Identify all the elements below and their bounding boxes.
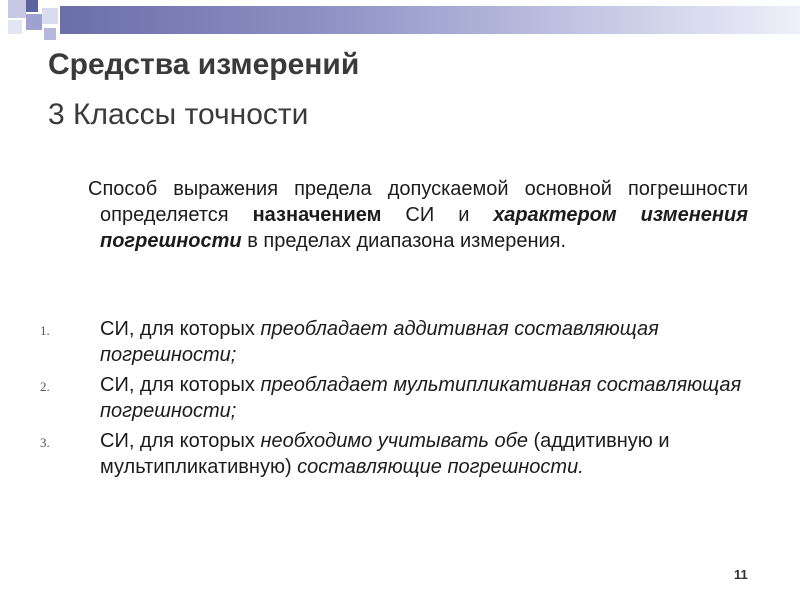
decorative-square — [8, 20, 22, 34]
list-item-text: СИ, для которых — [100, 374, 261, 396]
list-item-text: (аддитивную и мультипликативную) — [100, 430, 670, 478]
list-item-italic: преобладает мультипликативная составляющая погрешности; — [100, 374, 742, 422]
slide-subtitle: 3 Классы точности — [48, 98, 309, 131]
classes-list — [40, 316, 760, 484]
intro-text: Способ выражения предела допускаемой основной погрешности определяется — [88, 178, 748, 226]
intro-text: СИ и — [381, 204, 494, 226]
list-item-text: СИ, для которых — [100, 430, 261, 452]
decorative-square — [26, 14, 42, 30]
list-item — [40, 428, 760, 480]
page-number: 11 — [734, 567, 748, 582]
intro-paragraph — [88, 176, 748, 254]
header-gradient-bar — [60, 6, 800, 34]
list-item-number: 2. — [40, 379, 50, 394]
decorative-square — [42, 8, 58, 24]
list-item — [40, 316, 760, 368]
list-item — [40, 372, 760, 424]
decorative-header — [0, 0, 800, 48]
slide-title: Средства измерений — [48, 48, 360, 81]
decorative-square — [8, 0, 26, 18]
list-item-number: 3. — [40, 435, 50, 450]
intro-text: в пределах диапазона измерения. — [241, 230, 567, 252]
list-item-italic: составляющие погрешности. — [297, 456, 584, 478]
decorative-square — [44, 28, 56, 40]
intro-emphasis-character: характером изменения погрешности — [100, 204, 748, 252]
list-item-text: СИ, для которых — [100, 318, 261, 340]
list-item-italic: преобладает аддитивная составляющая погрешности; — [100, 318, 659, 366]
list-item-italic: необходимо учитывать обе — [260, 430, 528, 452]
list-item-number: 1. — [40, 323, 50, 338]
decorative-square — [26, 0, 38, 12]
intro-emphasis-purpose: назначением — [252, 204, 382, 226]
